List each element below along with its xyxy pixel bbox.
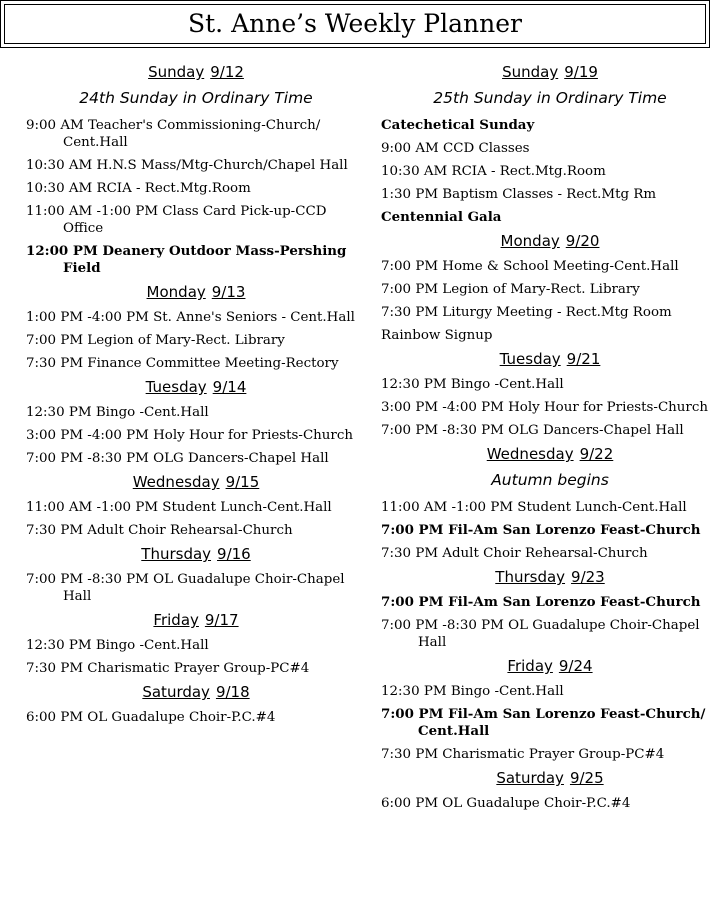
event-item: 12:30 PM Bingo -Cent.Hall: [26, 405, 209, 420]
event-item: 9:00 AM Teacher's Commissioning-Church/ Cent.Hall: [26, 118, 321, 150]
event-heading: Catechetical Sunday: [381, 117, 535, 133]
event-item: 1:00 PM -4:00 PM St. Anne's Seniors - Cent.Hall: [26, 310, 355, 325]
event-item: 7:00 PM -8:30 PM OLG Dancers-Chapel Hall: [26, 451, 329, 466]
event-item: 7:00 PM Home & School Meeting-Cent.Hall: [381, 259, 679, 274]
event-item: 11:00 AM -1:00 PM Student Lunch-Cent.Hall: [26, 500, 332, 515]
day-name: Saturday: [142, 683, 210, 701]
day-date: 9/22: [579, 445, 614, 463]
liturgical-note: Autumn begins: [491, 471, 609, 489]
liturgical-note: 25th Sunday in Ordinary Time: [433, 89, 667, 107]
day-date: 9/21: [566, 350, 601, 368]
event-item: 9:00 AM CCD Classes: [381, 141, 530, 156]
left-column: [26, 57, 366, 730]
event-item: 3:00 PM -4:00 PM Holy Hour for Priests-Church: [381, 400, 708, 415]
event-item: 7:00 PM Fil-Am San Lorenzo Feast-Church: [381, 522, 701, 538]
event-item: 1:30 PM Baptism Classes - Rect.Mtg Rm: [381, 187, 657, 202]
event-item: 7:30 PM Charismatic Prayer Group-PC#4: [381, 747, 665, 762]
event-item: 7:00 PM Fil-Am San Lorenzo Feast-Church: [381, 594, 701, 610]
day-date: 9/12: [210, 63, 244, 81]
event-item: 7:00 PM Legion of Mary-Rect. Library: [26, 333, 285, 348]
day-header: [381, 566, 719, 588]
event-item: 10:30 AM RCIA - Rect.Mtg.Room: [381, 164, 606, 179]
day-date: 9/13: [211, 283, 246, 301]
event-item: Rainbow Signup: [381, 328, 493, 343]
day-date: 9/15: [225, 473, 260, 491]
day-date: 9/18: [215, 683, 250, 701]
day-header: [26, 609, 366, 631]
event-item: 7:30 PM Adult Choir Rehearsal-Church: [26, 523, 293, 538]
day-name: Friday: [507, 657, 553, 675]
day-date: 9/17: [204, 611, 239, 629]
right-column: [381, 57, 719, 816]
day-header: [381, 767, 719, 789]
day-date: 9/24: [558, 657, 593, 675]
day-header: [381, 443, 719, 465]
liturgical-note: 24th Sunday in Ordinary Time: [79, 89, 313, 107]
event-item: 7:30 PM Liturgy Meeting - Rect.Mtg Room: [381, 305, 672, 320]
planner-title: St. Anne’s Weekly Planner: [4, 4, 706, 44]
day-header: [26, 281, 366, 303]
event-item: 7:30 PM Finance Committee Meeting-Rectory: [26, 356, 339, 371]
day-date: 9/19: [564, 63, 598, 81]
day-header: [26, 681, 366, 703]
day-name: Sunday: [502, 63, 559, 81]
day-name: Tuesday: [499, 350, 561, 368]
event-item: 3:00 PM -4:00 PM Holy Hour for Priests-Church: [26, 428, 353, 443]
event-item: 7:30 PM Adult Choir Rehearsal-Church: [381, 546, 648, 561]
event-item: 11:00 AM -1:00 PM Class Card Pick-up-CCD Office: [26, 204, 327, 236]
day-date: 9/16: [217, 545, 251, 563]
event-item: 11:00 AM -1:00 PM Student Lunch-Cent.Hall: [381, 500, 687, 515]
day-header: [26, 376, 366, 398]
day-date: 9/20: [565, 232, 600, 250]
event-item: 6:00 PM OL Guadalupe Choir-P.C.#4: [381, 796, 631, 811]
day-date: 9/14: [212, 378, 247, 396]
event-item: 7:30 PM Charismatic Prayer Group-PC#4: [26, 661, 310, 676]
day-header: [26, 61, 366, 83]
day-date: 9/25: [569, 769, 604, 787]
day-name: Monday: [500, 232, 560, 250]
event-item: 12:30 PM Bingo -Cent.Hall: [381, 377, 564, 392]
day-header: [381, 230, 719, 252]
day-name: Sunday: [148, 63, 205, 81]
day-header: [26, 543, 366, 565]
day-name: Thursday: [141, 545, 212, 563]
day-name: Saturday: [496, 769, 564, 787]
day-header: [26, 471, 366, 493]
event-item: 7:00 PM Legion of Mary-Rect. Library: [381, 282, 640, 297]
day-name: Friday: [153, 611, 199, 629]
day-header: [381, 348, 719, 370]
day-date: 9/23: [571, 568, 605, 586]
day-header: [381, 61, 719, 83]
event-item: 7:00 PM -8:30 PM OLG Dancers-Chapel Hall: [381, 423, 684, 438]
event-heading: Centennial Gala: [381, 209, 502, 225]
day-name: Wednesday: [486, 445, 574, 463]
event-item: 12:30 PM Bingo -Cent.Hall: [26, 638, 209, 653]
day-name: Tuesday: [145, 378, 207, 396]
day-name: Wednesday: [132, 473, 220, 491]
event-item: 12:30 PM Bingo -Cent.Hall: [381, 684, 564, 699]
day-header: [381, 655, 719, 677]
event-item: 7:00 PM -8:30 PM OL Guadalupe Choir-Chapel Hall: [381, 618, 700, 650]
event-item: 6:00 PM OL Guadalupe Choir-P.C.#4: [26, 710, 276, 725]
event-item: 12:00 PM Deanery Outdoor Mass-Pershing Field: [26, 243, 347, 276]
event-item: 7:00 PM Fil-Am San Lorenzo Feast-Church/ Cent.Hall: [381, 706, 706, 739]
event-item: 10:30 AM RCIA - Rect.Mtg.Room: [26, 181, 251, 196]
event-item: 10:30 AM H.N.S Mass/Mtg-Church/Chapel Hall: [26, 158, 348, 173]
day-name: Monday: [146, 283, 206, 301]
day-name: Thursday: [495, 568, 566, 586]
event-item: 7:00 PM -8:30 PM OL Guadalupe Choir-Chapel Hall: [26, 572, 345, 604]
